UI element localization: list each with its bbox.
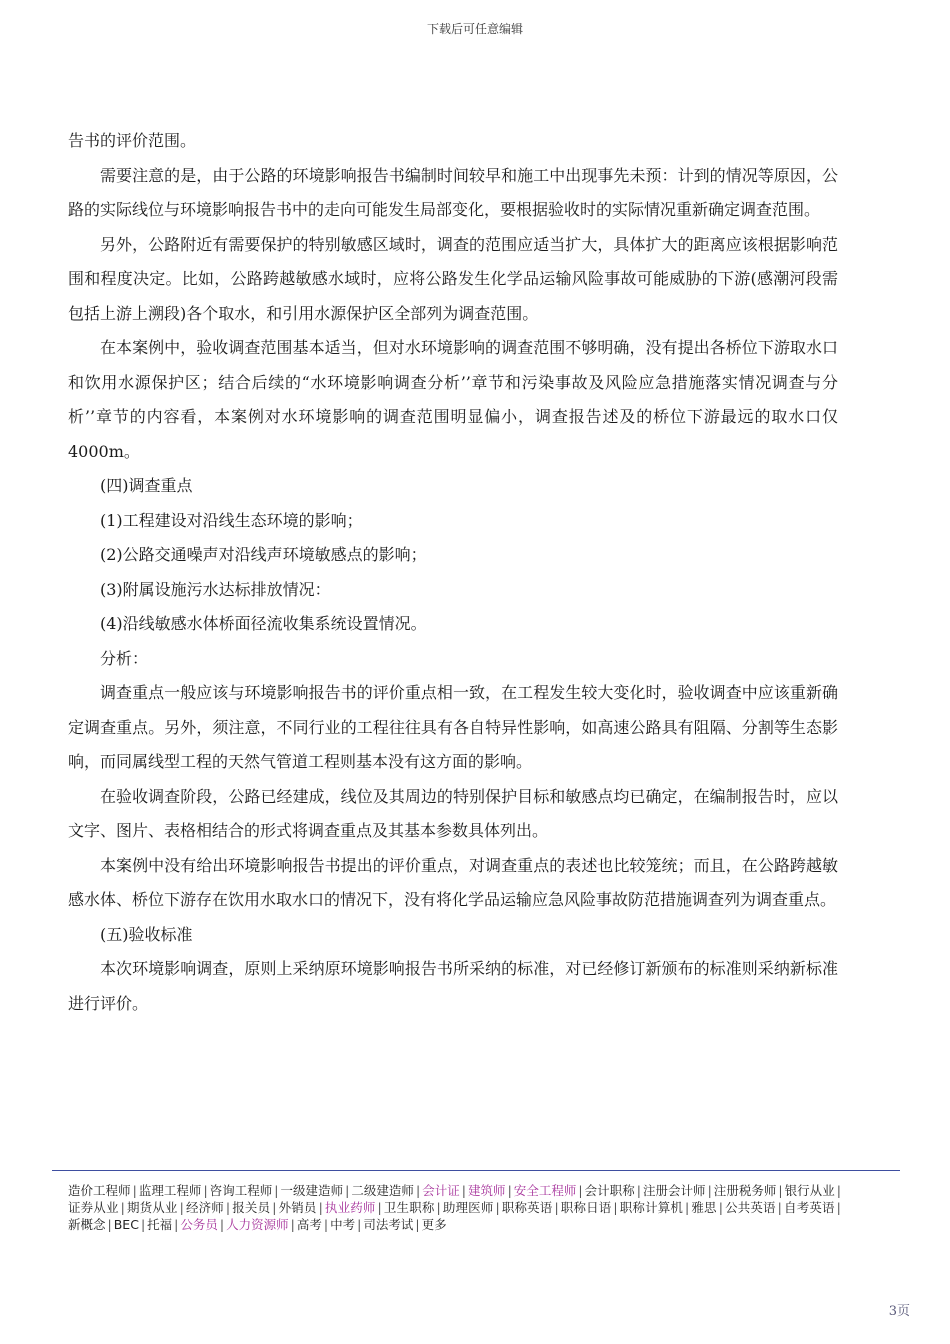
footer-link[interactable]: 会计职称: [584, 1183, 635, 1198]
footer-separator: |: [357, 1217, 362, 1232]
list-item: (4)沿线敏感水体桥面径流收集系统设置情况。: [100, 614, 427, 633]
footer-separator: |: [140, 1217, 146, 1232]
footer-link[interactable]: 人力资源师: [226, 1217, 289, 1232]
footer-separator: |: [461, 1183, 466, 1198]
paragraph: 本次环境影响调查，原则上采纳原环境影响报告书所采纳的标准，对已经修订新颁布的标准则采纳新标准进行评价。: [68, 959, 838, 1013]
footer-link[interactable]: 公务员: [180, 1217, 218, 1232]
footer-separator: |: [107, 1217, 112, 1232]
footer-link[interactable]: 证券从业: [68, 1200, 119, 1215]
footer-link[interactable]: 会计证: [422, 1183, 460, 1198]
footer-link[interactable]: 公共英语: [724, 1200, 776, 1215]
footer-separator: |: [554, 1200, 559, 1215]
footer-separator: |: [578, 1183, 583, 1198]
footer-link[interactable]: 监理工程师: [138, 1183, 202, 1198]
footer-link[interactable]: 职称英语: [501, 1200, 553, 1215]
list-item: (1)工程建设对沿线生态环境的影响；: [100, 510, 363, 530]
section-heading: (四)调查重点: [100, 476, 193, 495]
document-body: [68, 124, 838, 1021]
footer-link[interactable]: 卫生职称: [383, 1200, 435, 1215]
footer-separator: |: [219, 1217, 225, 1232]
footer-separator: |: [778, 1183, 783, 1198]
footer-link[interactable]: 更多: [421, 1217, 447, 1232]
footer-separator: |: [174, 1217, 179, 1232]
paragraph: 告书的评价范围。: [68, 131, 197, 150]
footer-link[interactable]: 报关员: [232, 1200, 271, 1215]
analysis-label: 分析：: [100, 648, 149, 668]
section-heading: (五)验收标准: [100, 924, 193, 944]
footer-separator: |: [836, 1200, 841, 1215]
footer-link[interactable]: 司法考试: [363, 1217, 414, 1232]
footer-separator: |: [345, 1183, 350, 1198]
footer-separator: |: [685, 1200, 690, 1215]
footer-separator: |: [120, 1200, 125, 1215]
footer-separator: |: [203, 1183, 208, 1198]
footer-separator: |: [436, 1200, 441, 1215]
list-item: (2)公路交通噪声对沿线声环境敏感点的影响；: [100, 545, 427, 564]
paragraph: 调查重点一般应该与环境影响报告书的评价重点相一致，在工程发生较大变化时，验收调查中应该重新确定调查重点。另外，须注意，不同行业的工程往往具有各自特异性影响，如高速公路具有阻隔、分割等生态影响，而同属线型工程的天然气管道工程则基本没有这方面的影响。: [68, 683, 838, 771]
footer-separator: |: [718, 1200, 723, 1215]
paragraph: 另外，公路附近有需要保护的特别敏感区域时，调查的范围应适当扩大，具体扩大的距离应该根据影响范围和程度决定。比如，公路跨越敏感水域时，应将公路发生化学品运输风险事故可能威胁的下游(感潮河段需包括上游上溯段)各个取水，和引用水源保护区全部列为调查范围。: [68, 234, 838, 323]
footer-separator: |: [377, 1200, 382, 1215]
footer-link[interactable]: 经济师: [185, 1200, 224, 1215]
footer-link[interactable]: 注册税务师: [713, 1183, 777, 1198]
footer-link[interactable]: 新概念: [68, 1217, 106, 1232]
footer-link[interactable]: 咨询工程师: [209, 1183, 273, 1198]
footer-link[interactable]: 自考英语: [783, 1200, 835, 1215]
footer-link[interactable]: 高考: [296, 1217, 322, 1232]
footer-link[interactable]: 安全工程师: [513, 1183, 577, 1198]
footer-separator: |: [225, 1200, 231, 1215]
footer-link[interactable]: 建筑师: [467, 1183, 506, 1198]
footer-separator: |: [132, 1183, 137, 1198]
footer-separator: |: [495, 1200, 500, 1215]
footer-separator: |: [613, 1200, 618, 1215]
footer-link[interactable]: 外销员: [278, 1200, 317, 1215]
page-number: 3页: [888, 1304, 910, 1319]
footer-separator: |: [415, 1183, 421, 1198]
footer-link[interactable]: 职称计算机: [619, 1200, 684, 1215]
footer-link[interactable]: BEC: [113, 1217, 139, 1232]
paragraph: 在本案例中，验收调查范围基本适当，但对水环境影响的调查范围不够明确，没有提出各桥位下游取水口和饮用水源保护区；结合后续的“水环境影响调查分析’’章节和污染事故及风险应急措施落实情况调查与分析’’章节的内容看，本案例对水环境影响的调查范围明显偏小，调查报告述及的桥位下游最远的取水口仅4000m。: [68, 338, 838, 461]
footer-link[interactable]: 银行从业: [784, 1183, 835, 1198]
footer-separator: |: [290, 1217, 295, 1232]
footer-link-bar: [68, 1182, 843, 1233]
footer-link[interactable]: 执业药师: [324, 1200, 376, 1215]
footer-separator: |: [274, 1183, 279, 1198]
paragraph: 需要注意的是，由于公路的环境影响报告书编制时间较早和施工中出现事先未预：计到的情况等原因，公路的实际线位与环境影响报告书中的走向可能发生局部变化，要根据验收时的实际情况重新确定调查范围。: [68, 165, 838, 219]
footer-separator: |: [777, 1200, 782, 1215]
footer-separator: |: [323, 1217, 329, 1232]
paragraph: 本案例中没有给出环境影响报告书提出的评价重点，对调查重点的表述也比较笼统；而且，在公路跨越敏感水体、桥位下游存在饮用水取水口的情况下，没有将化学品运输应急风险事故防范措施调查列为调查重点。: [68, 855, 838, 909]
footer-separator: |: [179, 1200, 184, 1215]
footer-link[interactable]: 二级建造师: [351, 1183, 414, 1198]
footer-separator: |: [636, 1183, 641, 1198]
footer-link[interactable]: 雅思: [691, 1200, 717, 1215]
footer-link[interactable]: 注册会计师: [642, 1183, 706, 1198]
footer-separator: |: [707, 1183, 712, 1198]
footer-separator: |: [415, 1217, 420, 1232]
footer-link[interactable]: 助理医师: [442, 1200, 494, 1215]
header-note: 下载后可任意编辑: [426, 22, 523, 36]
footer-separator: |: [507, 1183, 512, 1198]
footer-link[interactable]: 造价工程师: [68, 1183, 131, 1198]
footer-link[interactable]: 职称日语: [560, 1200, 612, 1215]
footer-separator: |: [836, 1183, 841, 1198]
footer-separator: |: [318, 1200, 323, 1215]
footer-separator: |: [272, 1200, 277, 1215]
footer-link[interactable]: 托福: [147, 1217, 173, 1232]
paragraph: 在验收调查阶段，公路已经建成，线位及其周边的特别保护目标和敏感点均已确定，在编制报告时，应以文字、图片、表格相结合的形式将调查重点及其基本参数具体列出。: [68, 786, 838, 840]
footer-link[interactable]: 中考: [330, 1217, 356, 1232]
footer-link[interactable]: 期货从业: [126, 1200, 178, 1215]
footer-link[interactable]: 一级建造师: [280, 1183, 344, 1198]
footer-divider: [52, 1170, 900, 1171]
list-item: (3)附属设施污水达标排放情况：: [100, 579, 331, 599]
